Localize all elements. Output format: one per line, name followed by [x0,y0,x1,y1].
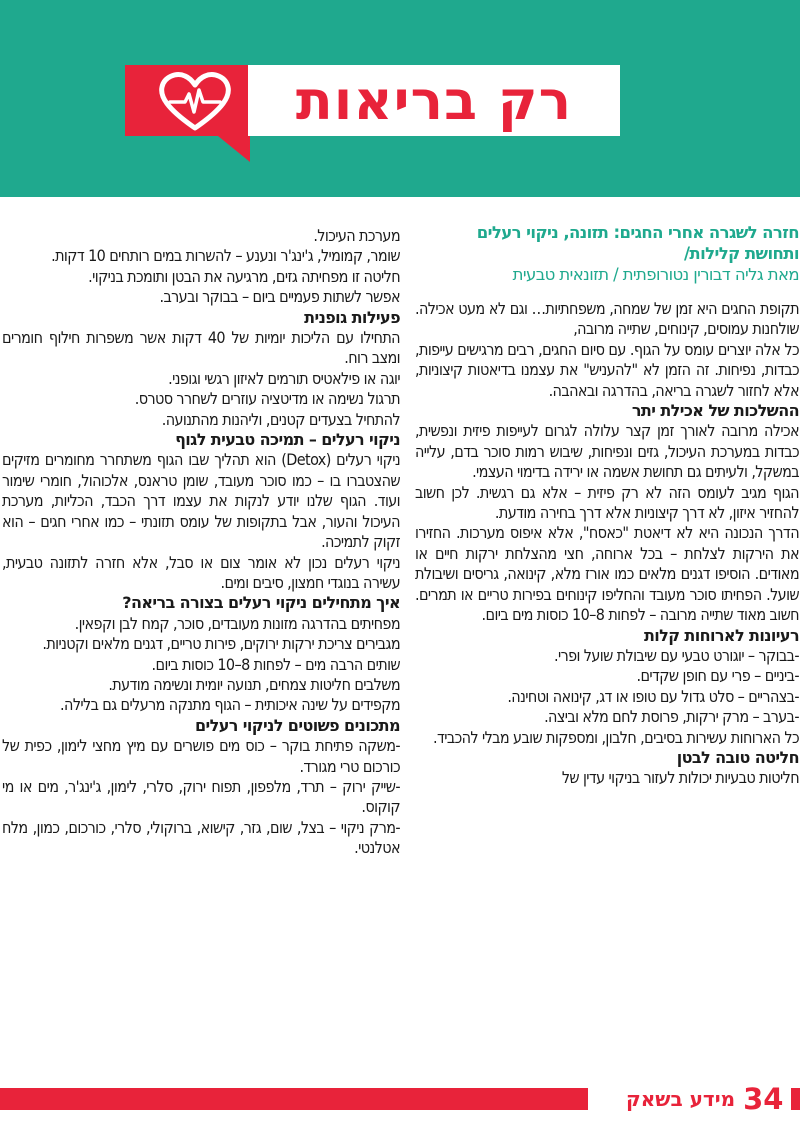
logo-speech-bubble-tail [218,136,250,162]
paragraph: מפחיתים בהדרגה מזונות מעובדים, סוכר, קמח לבן וקפאין. [74,613,400,633]
header-title-box [248,65,620,136]
paragraph: הדרך הנכונה היא לא דיאטת "כאסח", אלא איפוס מערכות. החזירו את הירקות לצלחת – בכל ארוחה, חצי מהצלחת ירקות חיים או מאודים. הוסיפו דגנים מלאים כמו אורז מלא, קינואה, גריסים ושיבולת שועל. הפחיתו סוכר מעובד והחליפו קינוחים בפירות טריים או תמרים. חשוב מאוד שתייה מרובה – לפחות 8–10 כוסות מים ביום. [415,523,799,625]
paragraph: מקפידים על שינה איכותית – הגוף מתנקה מרעלים גם בלילה. [60,695,400,715]
paragraph: ניקוי רעלים (Detox) הוא תהליך שבו הגוף משתחרר מחומרים מזיקים שהצטברו בו – כמו סוכר מעובד, שומן טראנס, אלכוהול, חומרי שימור ועוד. הגוף שלנו יודע לנקות את עצמו דרך הכבד, הכליות, מערכת העיכול והעור, אבל בתקופות של עומס תזונתי – כמו אחרי חגים – הוא זקוק לתמיכה. [2,450,400,552]
paragraph: תרגול נשימה או מדיטציה עוזרים לשחרר סטרס. [134,389,400,409]
paragraph: שותים הרבה מים – לפחות 8–10 כוסות ביום. [151,654,400,674]
section-heading: איך מתחילים ניקוי רעלים בצורה בריאה? [122,593,400,613]
paragraph: חליטה זו מפחיתה גזים, מרגיעה את הבטן ותומכת בניקוי. [88,266,400,286]
article-right-column [415,222,799,789]
article-title-line-1: חזרה לשגרה אחרי החגים: תזונה, ניקוי רעלים [476,223,799,242]
paragraph: שומר, קמומיל, ג'ינג'ר ונענע – להשרות במים רותחים 10 דקות. [51,246,400,266]
paragraph: ניקוי רעלים נכון לא אומר צום או סבל, אלא חזרה לתזונה טבעית, עשירה בנוגדי חמצון, סיבים ומים. [2,552,400,592]
paragraph: להתחיל בצעדים קטנים, וליהנות מהתנועה. [161,409,400,429]
paragraph: -שייק ירוק – תרד, מלפפון, תפוח ירוק, סלרי, לימון, ג'ינג'ר, מים או מי קוקוס. [2,776,400,817]
page-number: 34 [743,1082,784,1116]
article-author: מאת גליה דבורין נטורופתית / תזונאית טבעית [512,265,799,284]
paragraph: כל הארוחות עשירות בסיבים, חלבון, ומספקות שובע מבלי להכביד. [433,727,799,747]
paragraph: מערכת העיכול. [313,226,400,245]
paragraph: -מרק ניקוי – בצל, שום, גזר, קישוא, ברוקולי, סלרי, כורכום, כמון, מלח אטלנטי. [2,817,400,858]
paragraph: תקופת החגים היא זמן של שמחה, משפחתיות… וגם לא מעט אכילה. שולחנות עמוסים, קינוחים, שתייה מרובה, [415,299,799,339]
heart-pulse-icon [158,72,232,132]
section-heading: מתכונים פשוטים לניקוי רעלים [195,715,400,735]
left-column-body [2,226,400,859]
paragraph: התחילו עם הליכות יומיות של 40 דקות אשר משפרות חילוף חומרים ומצב רוח. [2,328,400,368]
paragraph: אפשר לשתות פעמיים ביום – בבוקר ובערב. [159,287,400,307]
section-heading: פעילות גופנית [304,307,400,327]
article-title-line-2: ותחושת קלילות/ [684,244,799,263]
paragraph: -בבוקר – יוגורט טבעי עם שיבולת שועל ופרי. [553,645,799,665]
paragraph: אכילה מרובה לאורך זמן קצר עלולה לגרום לעייפות פיזית ונפשית, כבדות במערכת העיכול, גזים ונפיחות, שיבוש רמות סוכר בדם, עלייה במשקל, ולעיתים גם תחושת אשמה או ירידה בדימוי העצמי. [415,421,799,482]
paragraph: משלבים חליטות צמחים, תנועה יומית ונשימה מודעת. [108,674,400,694]
paragraph: הגוף מגיב לעומס הזה לא רק פיזית – אלא גם רגשית. לכן חשוב להחזיר איזון, לא דרך קיצוניות אלא דרך בחירה מודעת. [415,482,799,523]
paragraph: -ביניים – פרי עם חופן שקדים. [636,666,799,686]
page-title: רק בריאות [295,68,573,132]
magazine-name: מידע בשאק [626,1087,736,1111]
paragraph: חליטות טבעיות יכולות לעזור בניקוי עדין של [561,768,799,788]
paragraph: -משקה פתיחת בוקר – כוס מים פושרים עם מיץ מחצי לימון, כפית של כורכום טרי מגורד. [2,736,400,776]
paragraph: יוגה או פילאטיס תורמים לאיזון רגשי וגופני. [168,368,400,388]
section-heading: ניקוי רעלים – תמיכה טבעית לגוף [175,430,400,450]
right-column-body [415,299,799,789]
article-left-column [2,226,400,859]
paragraph: מגבירים צריכת ירקות ירוקים, פירות טריים, דגנים מלאים וקטניות. [42,634,400,654]
paragraph: כל אלה יוצרים עומס על הגוף. עם סיום החגים, רבים מרגישים עייפות, כבדות, נפיחות. זה הזמן לא "להעניש" את עצמנו בדיאטות קיצוניות, אלא לחזור לשגרה בריאה, בהדרגה ובאהבה. [415,339,799,400]
paragraph: -בערב – מרק ירקות, פרוסת לחם מלא וביצה. [544,707,799,727]
section-heading: רעיונות לארוחות קלות [643,625,799,645]
paragraph: -בצהריים – סלט גדול עם טופו או דג, קינואה וטחינה. [507,686,799,706]
section-heading: חליטה טובה לבטן [676,747,799,767]
section-heading: ההשלכות של אכילת יתר [631,401,799,421]
footer-label [588,1083,791,1115]
